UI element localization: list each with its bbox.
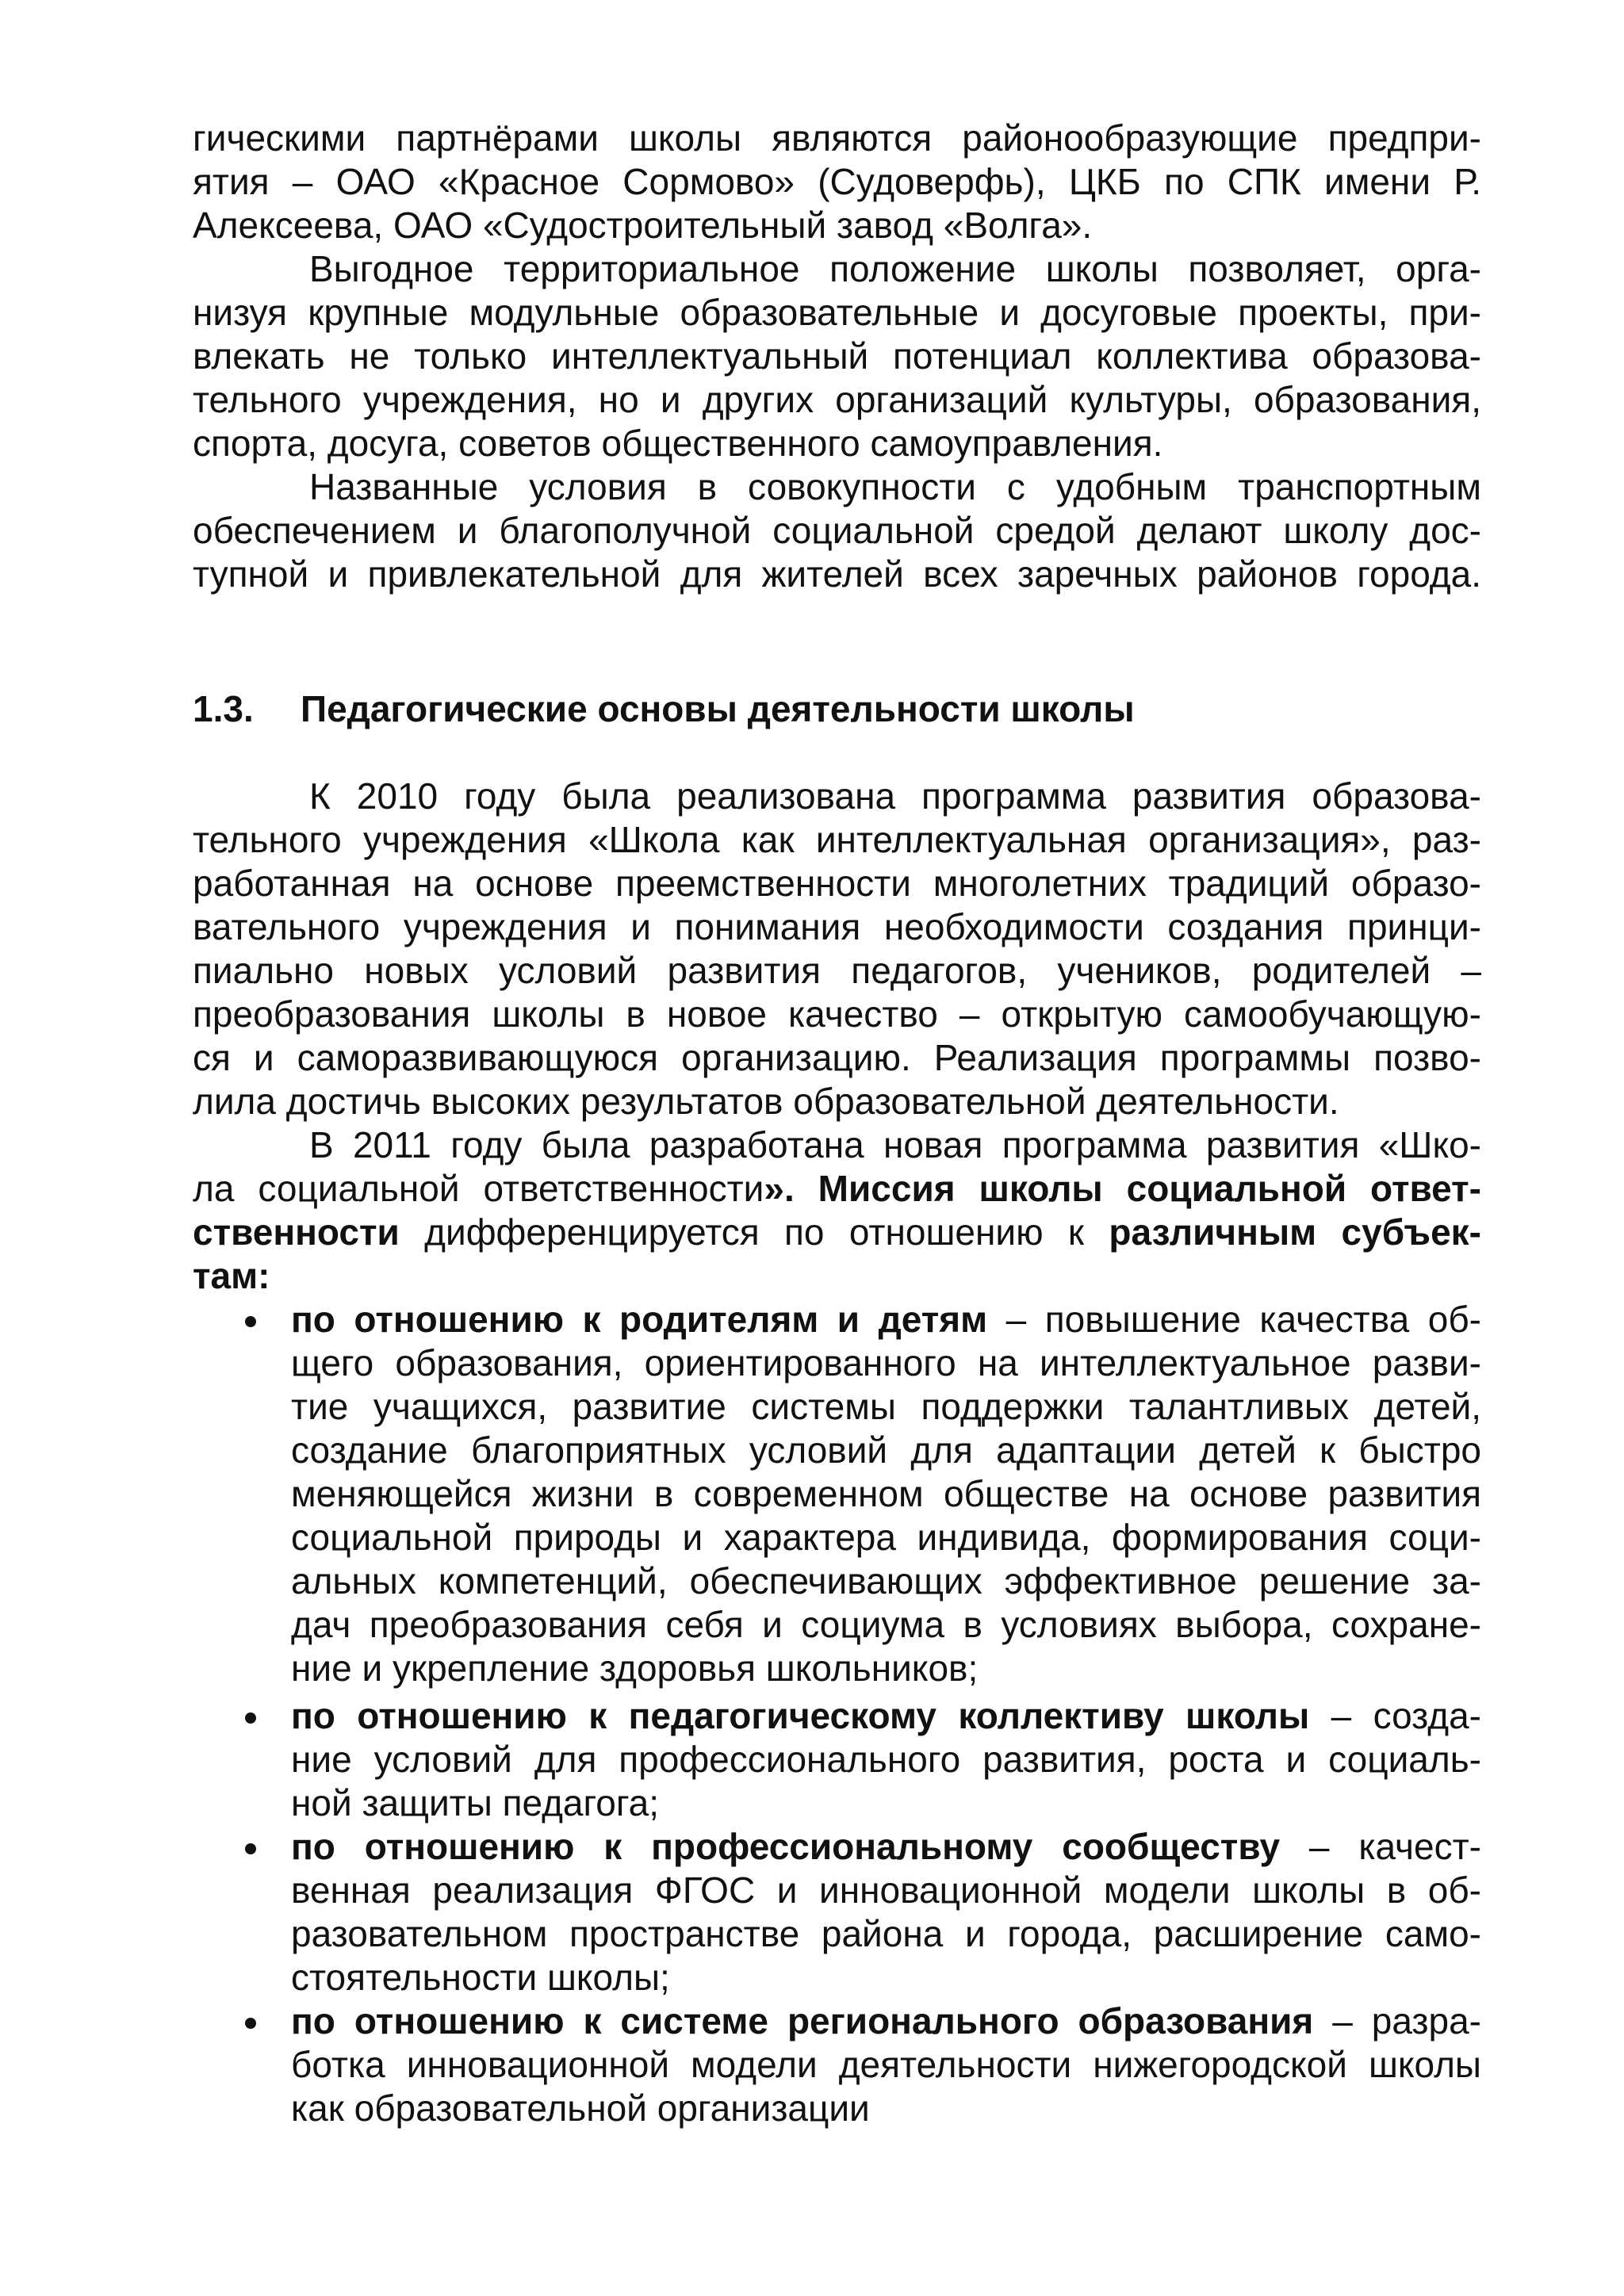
bullet-3-line-4: стоятельности школы; — [291, 1957, 670, 1998]
bullet-2-lead: по отношению к педагогическому коллективу школы — [291, 1695, 1310, 1736]
paragraph-1-line-3: Алексеева, ОАО «Судостроительный завод «Волга». — [193, 205, 1093, 246]
paragraph-4-line-1: К 2010 году была реализована программа развития образова- — [309, 775, 1481, 817]
bullet-4-line-3: как образовательной организации — [291, 2087, 870, 2129]
section-number: 1.3. — [193, 688, 254, 729]
bullet-2-dot — [245, 1712, 256, 1724]
paragraph-2-line-2: низуя крупные модульные образовательные и досуговые проекты, при- — [193, 292, 1481, 333]
bullet-1-first-rest: – повышение качества об- — [987, 1299, 1481, 1340]
paragraph-4-line-3: работанная на основе преемственности многолетних традиций образо- — [193, 863, 1481, 904]
paragraph-2-line-1: Выгодное территориальное положение школы позволяет, орга- — [309, 248, 1481, 289]
paragraph-4-line-6: преобразования школы в новое качество – открытую самообучающую- — [193, 993, 1481, 1035]
bullet-1-line-6: социальной природы и характера индивида, формирования соци- — [291, 1517, 1481, 1558]
bullet-1-dot — [245, 1316, 256, 1327]
paragraph-5-line-3-plain: дифференцируется по отношению к — [399, 1211, 1109, 1253]
bullet-4-first-rest: – разра- — [1313, 2000, 1481, 2042]
section-title: Педагогические основы деятельности школы — [301, 688, 1135, 729]
paragraph-3-line-3: тупной и привлекательной для жителей всех заречных районов города. — [193, 553, 1481, 595]
paragraph-5-line-4: там: — [193, 1255, 270, 1296]
paragraph-3-line-2: обеспечением и благополучной социальной средой делают школу дос- — [193, 510, 1481, 551]
paragraph-5-line-1: В 2011 году была разработана новая программа развития «Шко- — [309, 1124, 1481, 1165]
bullet-3-dot — [245, 1843, 256, 1854]
paragraph-2-line-4: тельного учреждения, но и других организаций культуры, образования, — [193, 379, 1481, 420]
bullet-4-line-2: ботка инновационной модели деятельности нижегородской школы — [291, 2044, 1481, 2085]
bullet-1-line-3: тие учащихся, развитие системы поддержки талантливых детей, — [291, 1386, 1481, 1427]
bullet-3-line-2: венная реализация ФГОС и инновационной модели школы в об- — [291, 1869, 1481, 1911]
bullet-3-line-1 — [291, 1825, 1481, 1869]
paragraph-4-line-2: тельного учреждения «Школа как интеллектуальная организация», раз- — [193, 819, 1481, 860]
bullet-1-line-4: создание благоприятных условий для адаптации детей к быстро — [291, 1429, 1481, 1471]
paragraph-2-line-5: спорта, досуга, советов общественного самоуправления. — [193, 423, 1163, 464]
bullet-2-line-2: ние условий для профессионального развития, роста и социаль- — [291, 1739, 1481, 1780]
bullet-4-lead: по отношению к системе регионального образования — [291, 2000, 1314, 2042]
paragraph-4-line-8: лила достичь высоких результатов образовательной деятельности. — [193, 1081, 1339, 1122]
bullet-1-line-5: меняющейся жизни в современном обществе на основе развития — [291, 1473, 1481, 1514]
bullet-2-first-rest: – созда- — [1309, 1695, 1481, 1736]
paragraph-1-line-1: гическими партнёрами школы являются районообразующие предпри- — [193, 117, 1481, 159]
paragraph-5-line-3-bold-b: различным субъек- — [1109, 1211, 1481, 1253]
paragraph-4-line-4: вательного учреждения и понимания необходимости создания принци- — [193, 906, 1481, 947]
bullet-4-line-1 — [291, 1999, 1481, 2043]
paragraph-5-line-2-bold: ». Миссия школы социальной ответ- — [764, 1168, 1482, 1209]
paragraph-5-line-3-bold-a: ственности — [193, 1211, 400, 1253]
paragraph-5-line-2 — [193, 1167, 1481, 1211]
bullet-3-lead: по отношению к профессиональному сообществу — [291, 1826, 1281, 1867]
bullet-3-line-3: разовательном пространстве района и города, расширение само- — [291, 1913, 1481, 1954]
bullet-1-line-7: альных компетенций, обеспечивающих эффективное решение за- — [291, 1560, 1481, 1601]
bullet-3-first-rest: – качест- — [1280, 1826, 1481, 1867]
bullet-1-line-8: дач преобразования себя и социума в условиях выбора, сохране- — [291, 1604, 1481, 1645]
paragraph-1-line-2: ятия – ОАО «Красное Сормово» (Судоверфь), ЦКБ по СПК имени Р. — [193, 161, 1481, 202]
bullet-1-line-1 — [291, 1298, 1481, 1341]
paragraph-5-line-2-plain: ла социальной ответственности — [193, 1168, 764, 1209]
paragraph-4-line-5: пиально новых условий развития педагогов, учеников, родителей – — [193, 950, 1481, 991]
bullet-1-line-9: ние и укрепление здоровья школьников; — [291, 1647, 979, 1689]
bullet-2-line-1 — [291, 1694, 1481, 1738]
paragraph-4-line-7: ся и саморазвивающуюся организацию. Реализация программы позво- — [193, 1037, 1481, 1078]
bullet-1-lead: по отношению к родителям и детям — [291, 1299, 988, 1340]
paragraph-3-line-1: Названные условия в совокупности с удобным транспортным — [309, 466, 1481, 507]
bullet-1-line-2: щего образования, ориентированного на интеллектуальное разви- — [291, 1342, 1481, 1383]
bullet-2-line-3: ной защиты педагога; — [291, 1782, 659, 1823]
paragraph-2-line-3: влекать не только интеллектуальный потенциал коллектива образова- — [193, 335, 1481, 377]
paragraph-5-line-3 — [193, 1211, 1481, 1254]
bullet-4-dot — [245, 2018, 256, 2029]
